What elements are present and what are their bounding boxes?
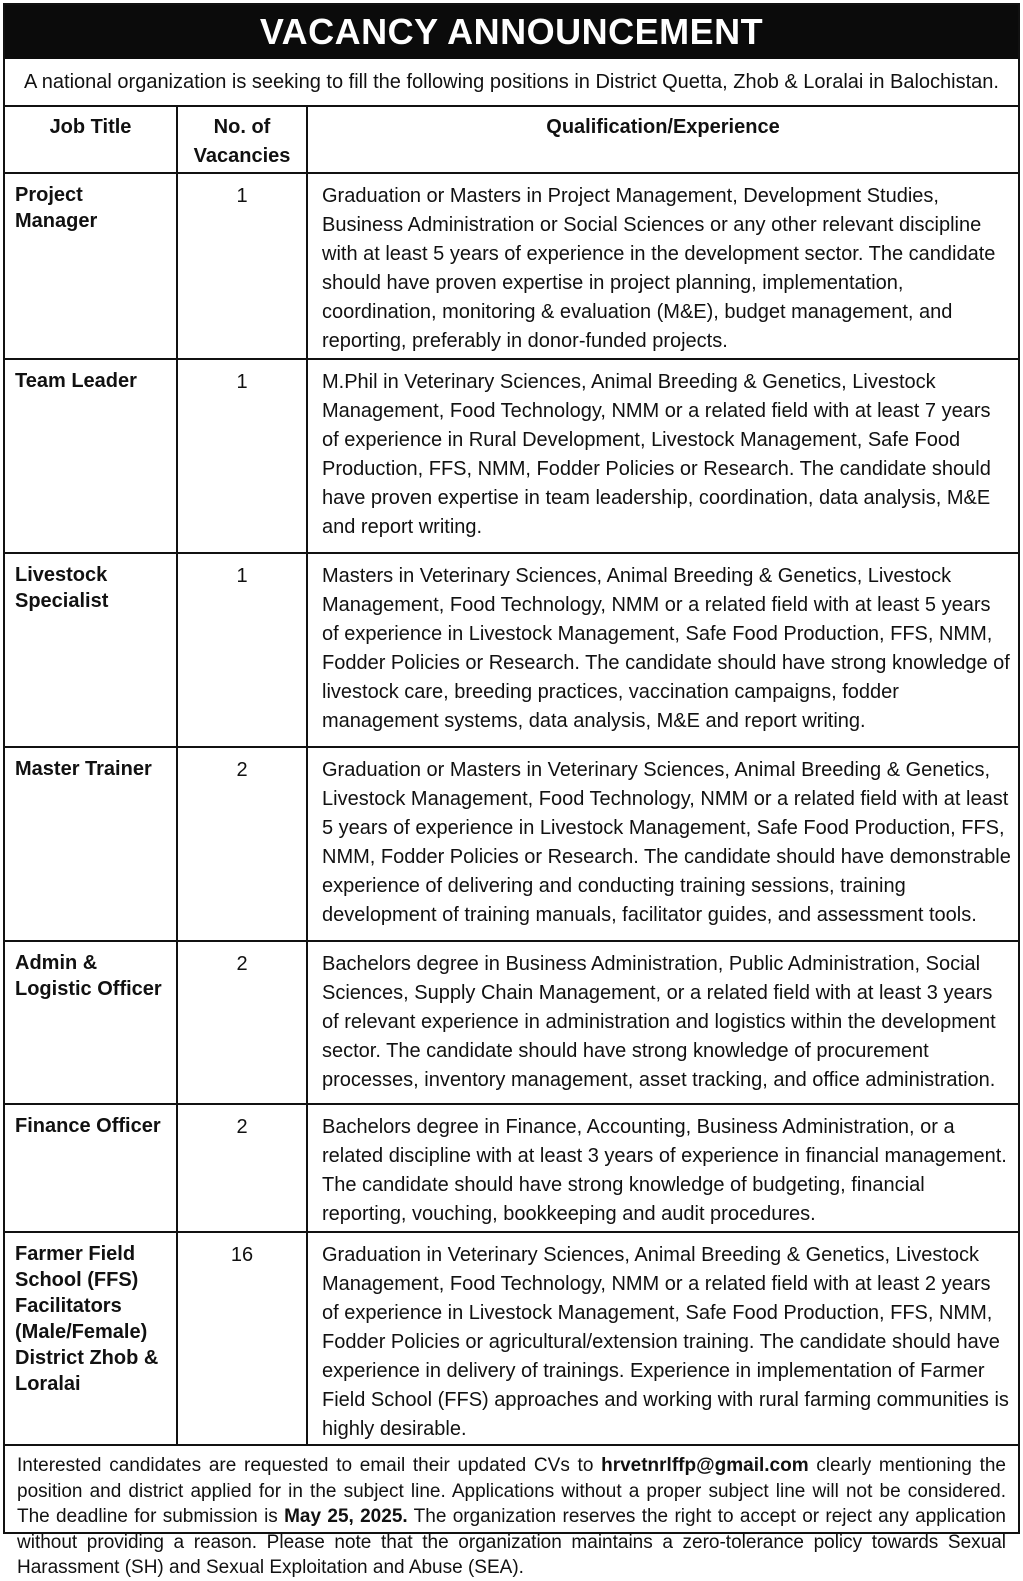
header-vacancies [177, 107, 307, 173]
job-title-cell: Admin & Logistic Officer [5, 941, 177, 1104]
table-row [5, 1232, 1018, 1445]
vacancies-cell: 1 [177, 553, 307, 747]
table-row [5, 1104, 1018, 1232]
qualification-cell: Graduation in Veterinary Sciences, Animal Breeding & Genetics, Livestock Management, Food Technology, NMM or a related field with at least 2 years of experience in Livestock Management, Safe Food Production, FFS, NMM, Fodder Policies or agricultural/extension training. The candidate should have experience in delivery of trainings. Experience in implementation of Farmer Field School (FFS) approaches and working with rural farming communities is highly desirable. [307, 1232, 1018, 1445]
qualification-cell: Bachelors degree in Business Administration, Public Administration, Social Sciences, Supply Chain Management, or a related field with at least 3 years of relevant experience in administration and logistics within the development sector. The candidate should have strong knowledge of procurement processes, inventory management, asset tracking, and office administration. [307, 941, 1018, 1104]
vacancies-cell: 1 [177, 173, 307, 359]
vacancies-cell: 2 [177, 747, 307, 941]
deadline-date: May 25, 2025. [284, 1506, 408, 1527]
qualification-cell: M.Phil in Veterinary Sciences, Animal Breeding & Genetics, Livestock Management, Food Technology, NMM or a related field with at least 7 years of experience in Rural Development, Livestock Management, Safe Food Production, FFS, NMM, Fodder Policies or Research. The candidate should have proven expertise in team leadership, coordination, data analysis, M&E and report writing. [307, 359, 1018, 553]
table-row [5, 553, 1018, 747]
table-row [5, 173, 1018, 359]
header-job-title: Job Title [5, 107, 177, 173]
header-vacancies-line1: No. of [213, 116, 271, 138]
table-row [5, 747, 1018, 941]
qualification-cell: Graduation or Masters in Project Management, Development Studies, Business Administration or Social Sciences or any other relevant discipline with at least 5 years of experience in the development sector. The candidate should have proven expertise in project planning, implementation, coordination, monitoring & evaluation (M&E), budget management, and reporting, preferably in donor-funded projects. [307, 173, 1018, 359]
qualification-cell: Masters in Veterinary Sciences, Animal Breeding & Genetics, Livestock Management, Food Technology, NMM or a related field with at least 5 years of experience in Livestock Management, Safe Food Production, FFS, NMM, Fodder Policies or Research. The candidate should have strong knowledge of livestock care, breeding practices, vaccination campaigns, fodder management systems, data analysis, M&E and report writing. [307, 553, 1018, 747]
job-title-cell: Project Manager [5, 173, 177, 359]
intro-text: A national organization is seeking to fill the following positions in District Quetta, Zhob & Loralai in Balochistan. [5, 59, 1018, 107]
instructions-text: The organization reserves the right to accept or reject any application without providing a reason. Please note that the organization maintains a zero-tolerance policy towards Sexual Harassment (SH) and Sexual Exploitation and Abuse (SEA). [17, 1506, 1006, 1578]
table-row [5, 359, 1018, 553]
qualification-cell: Graduation or Masters in Veterinary Sciences, Animal Breeding & Genetics, Livestock Management, Food Technology, NMM or a related field with at least 5 years of experience in Livestock Management, Safe Food Production, FFS, NMM, Fodder Policies or Research. The candidate should have demonstrable experience of delivering and conducting training sessions, training development of training manuals, facilitator guides, and assessment tools. [307, 747, 1018, 941]
vacancy-announcement [3, 3, 1020, 1578]
contact-email: hrvetnrlffp@gmail.com [601, 1455, 809, 1476]
table-row [5, 941, 1018, 1104]
vacancies-cell: 2 [177, 1104, 307, 1232]
announcement-title: VACANCY ANNOUNCEMENT [5, 5, 1018, 59]
job-title-cell: Farmer Field School (FFS) Facilitators (Male/Female) District Zhob & Loralai [5, 1232, 177, 1445]
header-qualification: Qualification/Experience [307, 107, 1018, 173]
job-title-cell: Finance Officer [5, 1104, 177, 1232]
vacancies-cell: 2 [177, 941, 307, 1104]
application-instructions [5, 1446, 1018, 1581]
qualification-cell: Bachelors degree in Finance, Accounting, Business Administration, or a related discipline with at least 3 years of experience in financial management. The candidate should have strong knowledge of budgeting, financial reporting, vouching, bookkeeping and audit procedures. [307, 1104, 1018, 1232]
job-title-cell: Livestock Specialist [5, 553, 177, 747]
job-title-cell: Team Leader [5, 359, 177, 553]
job-title-cell: Master Trainer [5, 747, 177, 941]
instructions-text: clearly mentioning the position and district applied for in the subject line. Applications without a proper subject line will not be considered. The deadline for submission is [17, 1455, 1006, 1527]
vacancies-cell: 16 [177, 1232, 307, 1445]
vacancies-cell: 1 [177, 359, 307, 553]
header-vacancies-line2: Vacancies [193, 145, 291, 167]
table-header-row [5, 107, 1018, 173]
instructions-text: Interested candidates are requested to email their updated CVs to [17, 1455, 602, 1476]
vacancy-table [5, 107, 1018, 1446]
